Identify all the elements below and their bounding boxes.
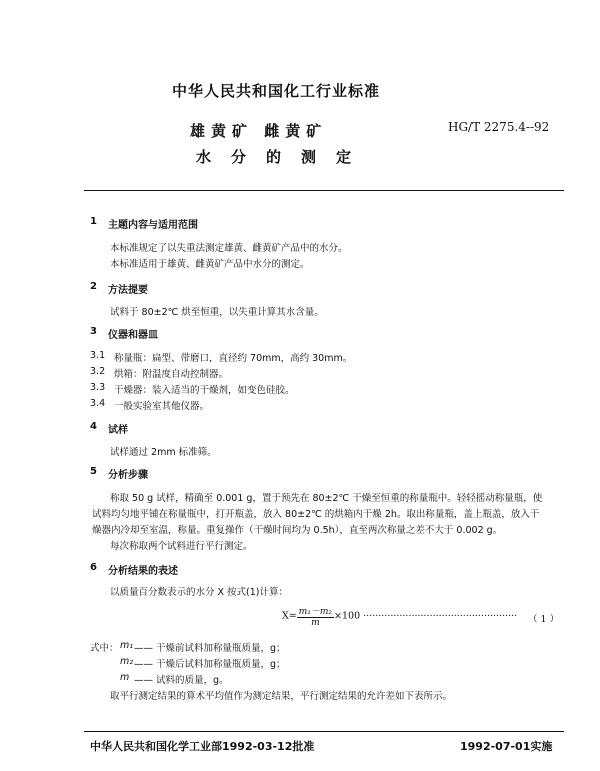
def-description: —— 试料的质量，g。 — [134, 675, 229, 686]
section-6-title: 分析结果的表述 — [108, 566, 178, 577]
formula-1 — [282, 604, 517, 628]
org-title: 中华人民共和国化工行业标准 — [172, 82, 381, 100]
formula-rhs: ×100 — [334, 610, 361, 622]
item-3-1-text: 称量瓶：扁型、带磨口，直径约 70mm，高约 30mm。 — [114, 353, 353, 364]
section-1-line: 本标准适用于雄黄、雌黄矿产品中水分的测定。 — [110, 259, 310, 270]
standard-title-line2: 水分的测定 — [196, 148, 372, 166]
item-3-2-text: 烘箱：附温度自动控制器。 — [114, 369, 229, 380]
header-rule — [84, 190, 564, 191]
section-4-line: 试样通过 2mm 标准筛。 — [110, 447, 217, 458]
standard-code: HG/T 2275.4--92 — [448, 120, 550, 134]
footer-rule — [84, 731, 564, 732]
formula-denominator: m — [311, 618, 320, 628]
section-5-title: 分析步骤 — [108, 470, 148, 481]
section-6-intro: 以质量百分数表示的水分 X 按式(1)计算： — [110, 587, 289, 598]
section-4-number: 4 — [90, 421, 97, 432]
section-1-line: 本标准规定了以失重法测定雄黄、雌黄矿产品中的水分。 — [110, 243, 348, 254]
item-3-4-text: 一般实验室其他仪器。 — [114, 401, 210, 412]
def-description: —— 干燥后试料加称量瓶质量，g； — [134, 659, 286, 670]
def-symbol: m — [120, 672, 130, 683]
section-5-line: 每次称取两个试料进行平行测定。 — [110, 541, 253, 552]
item-3-2-number: 3.2 — [90, 366, 106, 377]
item-3-3-number: 3.3 — [90, 382, 106, 393]
section-2-line: 试料于 80±2℃ 烘至恒重，以失重计算其水含量。 — [110, 307, 324, 318]
closing-line: 取平行测定结果的算术平均值作为测定结果，平行测定结果的允许差如下表所示。 — [110, 691, 453, 702]
standard-title-line1: 雄黄矿 雌黄矿 — [190, 122, 328, 140]
item-3-3-text: 干燥器：装入适当的干燥剂，如变色硅胶。 — [114, 385, 295, 396]
def-symbol: m₁ — [120, 640, 134, 651]
section-6-number: 6 — [90, 562, 97, 573]
section-4-title: 试样 — [108, 425, 128, 436]
section-5-line: 试料均匀地平铺在称量瓶中，打开瓶盖，放入 80±2℃ 的烘箱内干燥 2h。取出称量瓶，盖上瓶盖，放入干 — [92, 509, 540, 520]
def-symbol: m₂ — [120, 656, 134, 667]
formula-eq-number: （ 1 ） — [528, 614, 560, 625]
section-3-number: 3 — [90, 326, 97, 337]
item-3-4-number: 3.4 — [90, 398, 106, 409]
section-1-number: 1 — [90, 216, 97, 227]
section-5-line: 称取 50 g 试样，精确至 0.001 g，置于预先在 80±2℃ 干燥至恒重的称量瓶中。轻轻摇动称量瓶，使 — [110, 493, 543, 504]
implementation-date: 1992-07-01实施 — [460, 740, 553, 753]
section-1-title: 主题内容与适用范围 — [108, 220, 198, 231]
section-5-line: 燥器内冷却至室温，称量。重复操作（干燥时间均为 0.5h），直至两次称量之差不大于 0.002 g。 — [92, 525, 503, 536]
item-3-1-number: 3.1 — [90, 350, 106, 361]
approval-text: 中华人民共和国化学工业部1992-03-12批准 — [90, 740, 315, 753]
section-3-title: 仪器和器皿 — [108, 330, 158, 341]
formula-lhs: X= — [282, 610, 297, 622]
section-5-number: 5 — [90, 466, 97, 477]
section-2-title: 方法提要 — [108, 285, 148, 296]
formula-numerator: m₁－m₂ — [297, 604, 334, 618]
def-description: —— 干燥前试料加称量瓶质量，g； — [134, 643, 286, 654]
formula-fraction — [297, 604, 334, 628]
section-2-number: 2 — [90, 281, 97, 292]
where-prefix: 式中： — [90, 643, 119, 654]
formula-leader-dots: ··················································· — [363, 610, 518, 622]
